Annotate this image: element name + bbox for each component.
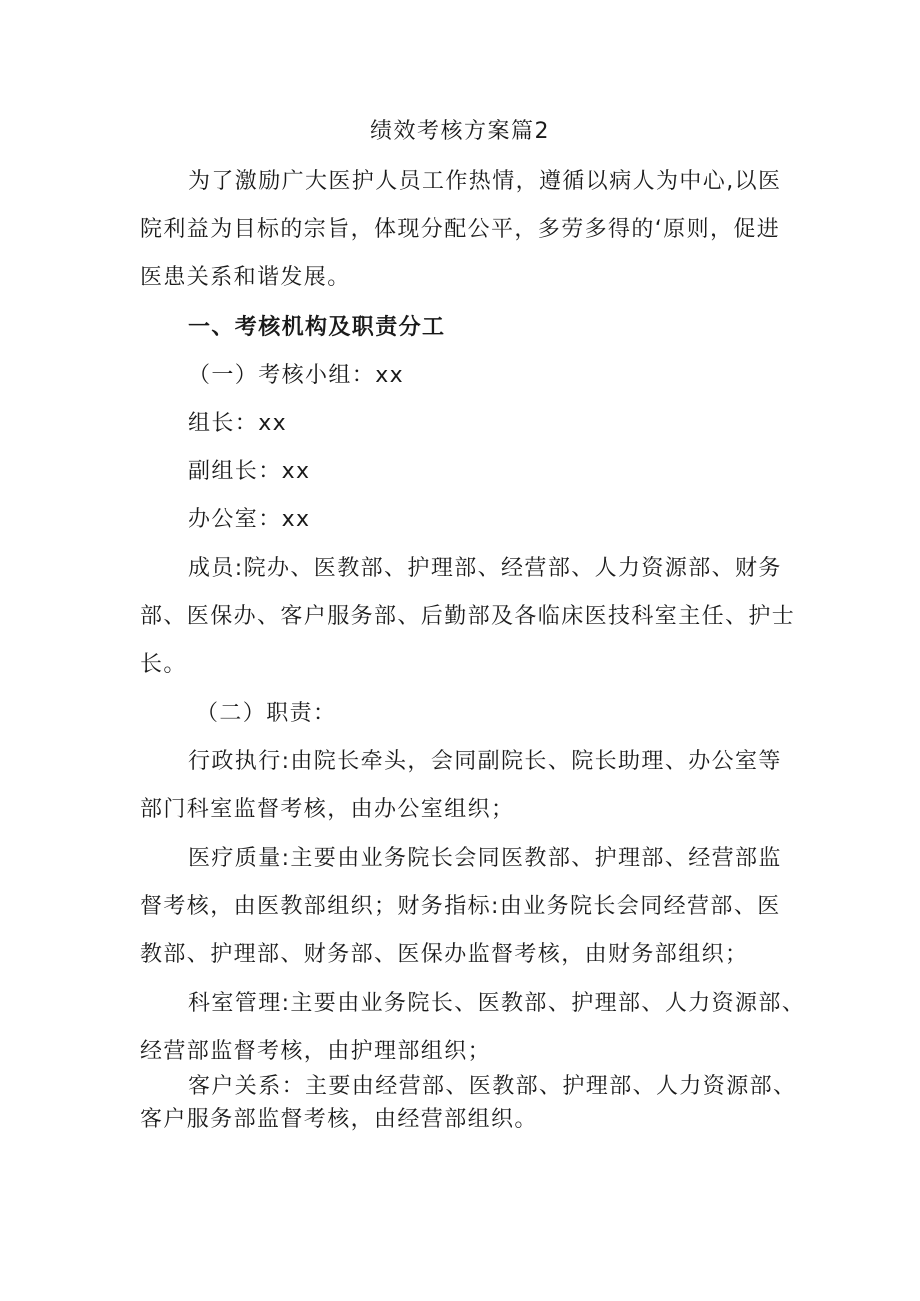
line-deputy-leader: 副组长：xx [188,459,311,484]
paragraph-medical-line-3: 教部、护理部、财务部、医保办监督考核，由财务部组织； [140,942,749,967]
subheading-assessment-group: （一）考核小组：xx [188,363,405,388]
section-heading-1: 一、考核机构及职责分工 [188,315,446,340]
paragraph-admin-line-2: 部门科室监督考核，由办公室组织； [140,797,515,822]
paragraph-dept-line-1: 科室管理:主要由业务院长、医教部、护理部、人力资源部、 [188,991,806,1016]
paragraph-medical-line-1: 医疗质量:主要由业务院长会同医教部、护理部、经营部监 [188,846,782,871]
paragraph-members-line-3: 长。 [140,652,187,677]
paragraph-members-line-1: 成员:院办、医教部、护理部、经营部、人力资源部、财务 [188,556,782,581]
line-group-leader: 组长：xx [188,411,288,436]
paragraph-medical-line-2: 督考核，由医教部组织；财务指标:由业务院长会同经营部、医 [140,894,781,919]
document-title: 绩效考核方案篇2 [370,119,550,144]
paragraph-members-line-2: 部、医保办、客户服务部、后勤部及各临床医技科室主任、护士 [140,604,796,629]
paragraph-intro-line-2: 院利益为目标的宗旨，体现分配公平，多劳多得的‘原则，促进 [140,217,781,242]
paragraph-admin-line-1: 行政执行:由院长牵头，会同副院长、院长助理、办公室等 [188,749,782,774]
line-office: 办公室：xx [188,507,311,532]
paragraph-dept-line-2: 经营部监督考核，由护理部组织； [140,1039,492,1064]
subheading-duties: （二）职责： [196,701,337,726]
paragraph-intro-line-1: 为了激励广大医护人员工作热情，遵循以病人为中心,以医 [188,169,782,194]
paragraph-intro-line-3: 医患关系和谐发展。 [140,265,351,290]
paragraph-customer-line-1: 客户关系：主要由经营部、医教部、护理部、人力资源部、 [188,1074,797,1099]
paragraph-customer-line-2: 客户服务部监督考核，由经营部组织。 [140,1107,538,1132]
